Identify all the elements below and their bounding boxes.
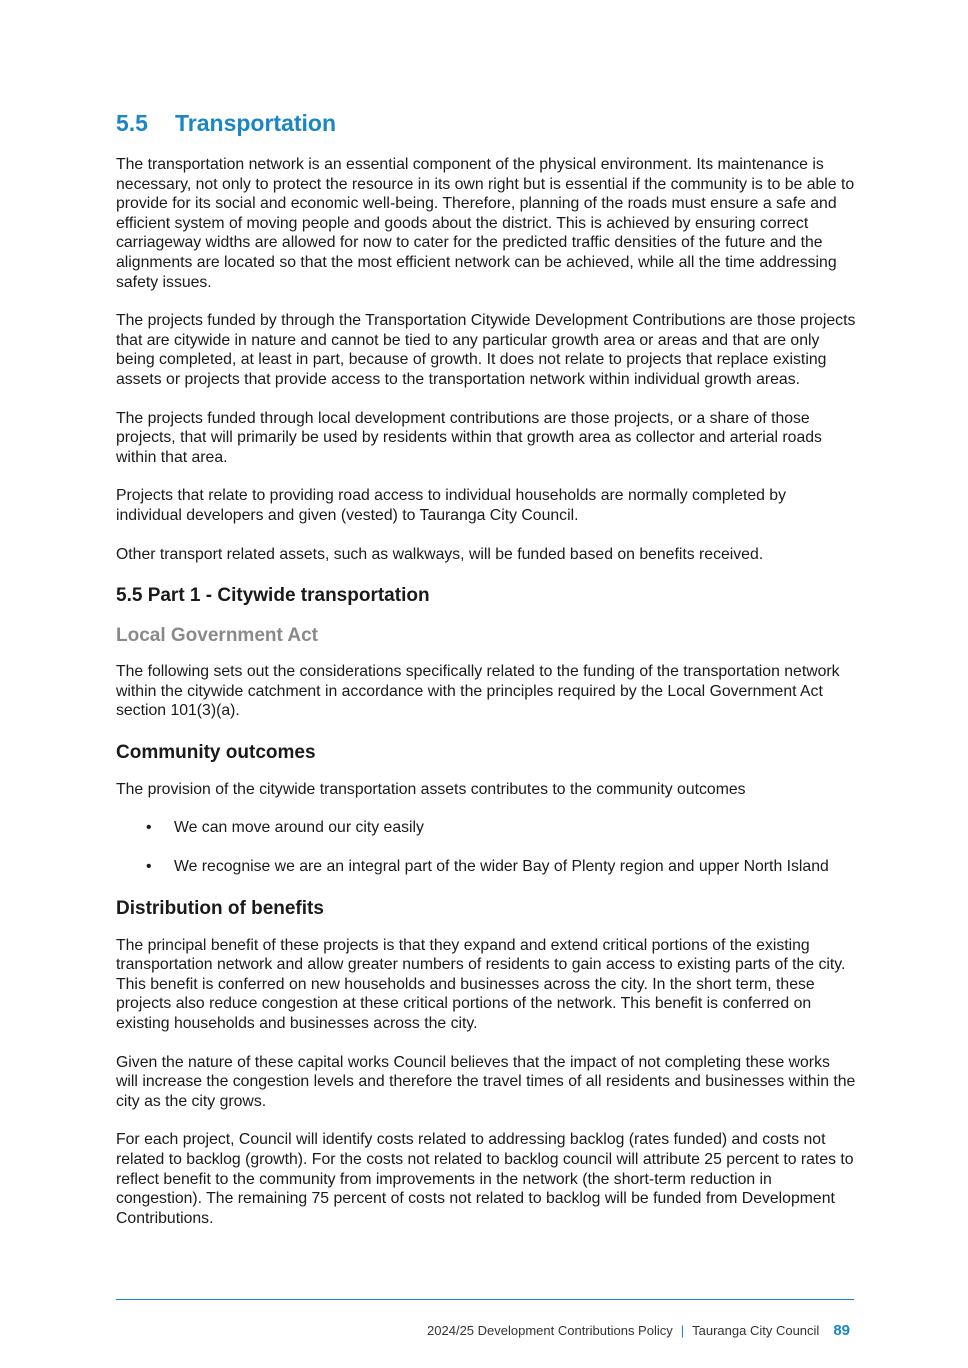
- intro-paragraph-4: Projects that relate to providing road access to individual households are normally completed by individual developers and given (vested) to Tauranga City Council.: [116, 487, 786, 524]
- lga-paragraph: The following sets out the considerations specifically related to the funding of the transportation network within the citywide catchment in accordance with the principles required by the Local Government Act section 101(3)(a).: [116, 663, 840, 720]
- section-title: Transportation: [175, 110, 337, 136]
- list-item: [116, 857, 856, 877]
- section-heading: [116, 108, 856, 138]
- outcomes-paragraph: The provision of the citywide transportation assets contributes to the community outcomes: [116, 780, 746, 798]
- list-item: [116, 818, 856, 838]
- footer-separator: |: [680, 1323, 685, 1338]
- page-content: [116, 108, 856, 1247]
- bullet-icon: •: [146, 858, 152, 876]
- intro-paragraph-3: The projects funded through local development contributions are those projects, or a share of those projects, that will primarily be used by residents within that growth area as collector and arterial roads within that area.: [116, 409, 822, 466]
- outcomes-list: [116, 818, 856, 876]
- footer-organisation: Tauranga City Council: [692, 1323, 820, 1338]
- part1-heading: 5.5 Part 1 - Citywide transportation: [116, 585, 430, 607]
- intro-paragraph-1: The transportation network is an essential component of the physical environment. Its maintenance is necessary, not only to protect the resource in its own right but is essential if the community is to be able to provide for its social and economic well-being. Therefore, planning of the roads must ensure a safe and efficient system of moving people and goods about the district. This is achieved by ensuring correct carriageway widths are allowed for now to cater for the predicted traffic densities of the future and the alignments are located so that the most efficient network can be achieved, while all the time addressing safety issues.: [116, 156, 855, 291]
- benefits-paragraph-3: For each project, Council will identify costs related to addressing backlog (rates funded) and costs not related to backlog (growth). For the costs not related to backlog council will attribute 25 percent to rates to reflect benefit to the community from improvements in the network (the short-term reduction in congestion). The remaining 75 percent of costs not related to backlog will be funded from Development Contributions.: [116, 1131, 854, 1227]
- intro-paragraph-2: The projects funded by through the Transportation Citywide Development Contributions are those projects that are citywide in nature and cannot be tied to any particular growth area or areas and that are only being completed, at least in part, because of growth. It does not relate to projects that replace existing assets or projects that provide access to the transportation network within individual growth areas.: [116, 312, 856, 388]
- outcomes-heading: Community outcomes: [116, 741, 316, 763]
- page-number: 89: [833, 1322, 850, 1339]
- list-item-text: We can move around our city easily: [174, 819, 424, 837]
- page-footer: [427, 1322, 850, 1339]
- list-item-text: We recognise we are an integral part of the wider Bay of Plenty region and upper North Island: [174, 858, 829, 876]
- benefits-paragraph-2: Given the nature of these capital works Council believes that the impact of not completing these works will increase the congestion levels and therefore the travel times of all residents and businesses within the city as the city grows.: [116, 1053, 856, 1110]
- intro-paragraph-5: Other transport related assets, such as walkways, will be funded based on benefits received.: [116, 545, 764, 563]
- section-number: 5.5: [116, 110, 148, 136]
- footer-divider: [116, 1299, 854, 1300]
- bullet-icon: •: [146, 819, 152, 837]
- footer-document-title: 2024/25 Development Contributions Policy: [427, 1323, 673, 1338]
- lga-heading: Local Government Act: [116, 625, 319, 647]
- benefits-heading: Distribution of benefits: [116, 897, 324, 919]
- benefits-paragraph-1: The principal benefit of these projects is that they expand and extend critical portions of the existing transportation network and allow greater numbers of residents to gain access to existing parts of the city. This benefit is conferred on new households and businesses across the city. In the short term, these projects also reduce congestion at these critical portions of the network. This benefit is conferred on existing households and businesses across the city.: [116, 936, 846, 1033]
